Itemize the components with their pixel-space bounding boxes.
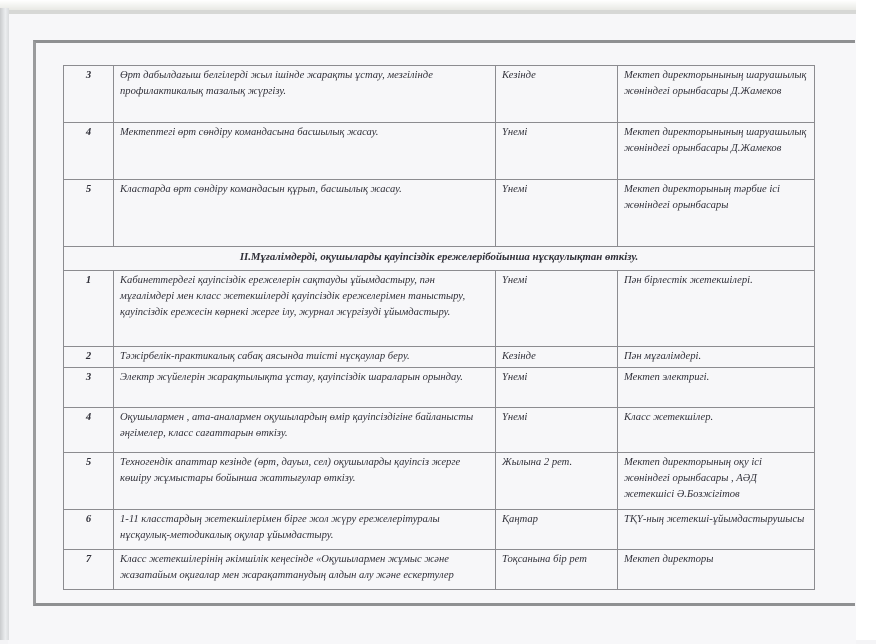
plastic-sleeve-edge xyxy=(0,8,9,640)
row-number: 5 xyxy=(64,453,114,510)
scan-top-edge xyxy=(0,0,876,10)
row-number: 7 xyxy=(64,550,114,590)
action-cell: Мектептегі өрт сөндіру командасына басшылық жасау. xyxy=(114,123,496,180)
action-cell: Тәжірбелік-практикалық сабақ аясында тиісті нұсқаулар беру. xyxy=(114,347,496,368)
period-cell: Тоқсанына бір рет xyxy=(496,550,618,590)
table-row xyxy=(64,271,815,347)
responsible-cell: Пән мұғалімдері. xyxy=(618,347,815,368)
action-cell: Класс жетекшілерінің әкімшілік кеңесінде «Оқушылармен жұмыс және жазатайым оқиғалар мен жарақаттанудың алдын алу және ескертулер xyxy=(114,550,496,590)
period-cell: Үнемі xyxy=(496,408,618,453)
responsible-cell: Мектеп директорынының шаруашылық жөніндегі орынбасары Д.Жамеков xyxy=(618,123,815,180)
period-cell: Үнемі xyxy=(496,123,618,180)
row-number: 3 xyxy=(64,368,114,408)
table-row xyxy=(64,550,815,590)
action-cell: Техногендік апаттар кезінде (өрт, дауыл, сел) оқушыларды қауіпсіз жерге көшіру жұмыстары бойынша жаттығулар өткізу. xyxy=(114,453,496,510)
action-cell: Оқушылармен , ата-аналармен оқушылардың өмір қауіпсіздігіне байланысты әңгімелер, класс сағаттарын өткізу. xyxy=(114,408,496,453)
responsible-cell: Мектеп директорының тәрбие ісі жөніндегі орынбасары xyxy=(618,180,815,247)
table-row xyxy=(64,347,815,368)
table-row xyxy=(64,66,815,123)
responsible-cell: Мектеп электригі. xyxy=(618,368,815,408)
table-row xyxy=(64,180,815,247)
period-cell: Үнемі xyxy=(496,368,618,408)
table-row xyxy=(64,453,815,510)
row-number: 5 xyxy=(64,180,114,247)
row-number: 3 xyxy=(64,66,114,123)
row-number: 2 xyxy=(64,347,114,368)
table-row xyxy=(64,368,815,408)
action-cell: 1-11 класстардың жетекшілерімен бірге жол жүру ережелерітуралы нұсқаулық-методикалық оқулар ұйымдастыру. xyxy=(114,510,496,550)
action-cell: Электр жүйелерін жарақтылықта ұстау, қауіпсіздік шараларын орындау. xyxy=(114,368,496,408)
action-cell: Өрт дабылдағыш белгілерді жыл ішінде жарақты ұстау, мезгілінде профилактикалық тазалық жүргізу. xyxy=(114,66,496,123)
period-cell: Үнемі xyxy=(496,271,618,347)
table-row xyxy=(64,123,815,180)
row-number: 4 xyxy=(64,123,114,180)
responsible-cell: Мектеп директорынының шаруашылық жөніндегі орынбасары Д.Жамеков xyxy=(618,66,815,123)
action-cell: Кластарда өрт сөндіру командасын құрып, басшылық жасау. xyxy=(114,180,496,247)
action-cell: Кабинеттердегі қауіпсіздік ережелерін сақтауды ұйымдастыру, пән мұғалімдері мен класс жетекшілерді қауіпсіздік ережелерімен таныстыру, қауіпсіздік ережесін көрнекі жерге ілу, журнал жүргізуді ұйымдастыру. xyxy=(114,271,496,347)
period-cell: Жылына 2 рет. xyxy=(496,453,618,510)
action-plan-table xyxy=(63,65,815,590)
period-cell: Кезінде xyxy=(496,347,618,368)
responsible-cell: ТҚҮ-ның жетекші-ұйымдастырушысы xyxy=(618,510,815,550)
period-cell: Кезінде xyxy=(496,66,618,123)
responsible-cell: Класс жетекшілер. xyxy=(618,408,815,453)
period-cell: Үнемі xyxy=(496,180,618,247)
responsible-cell: Мектеп директоры xyxy=(618,550,815,590)
responsible-cell: Пән бірлестік жетекшілері. xyxy=(618,271,815,347)
scan-right-margin xyxy=(856,0,876,640)
responsible-cell: Мектеп директорының оқу ісі жөніндегі орынбасары , АӘД жетекшісі Ә.Бозжігітов xyxy=(618,453,815,510)
row-number: 6 xyxy=(64,510,114,550)
table-row xyxy=(64,408,815,453)
section-heading-row xyxy=(64,247,815,271)
table-row xyxy=(64,510,815,550)
row-number: 1 xyxy=(64,271,114,347)
section-heading: ІІ.Мұғалімдерді, оқушыларды қауіпсіздік ережелерібойынша нұсқаулықтан өткізу. xyxy=(64,247,815,271)
row-number: 4 xyxy=(64,408,114,453)
period-cell: Қаңтар xyxy=(496,510,618,550)
